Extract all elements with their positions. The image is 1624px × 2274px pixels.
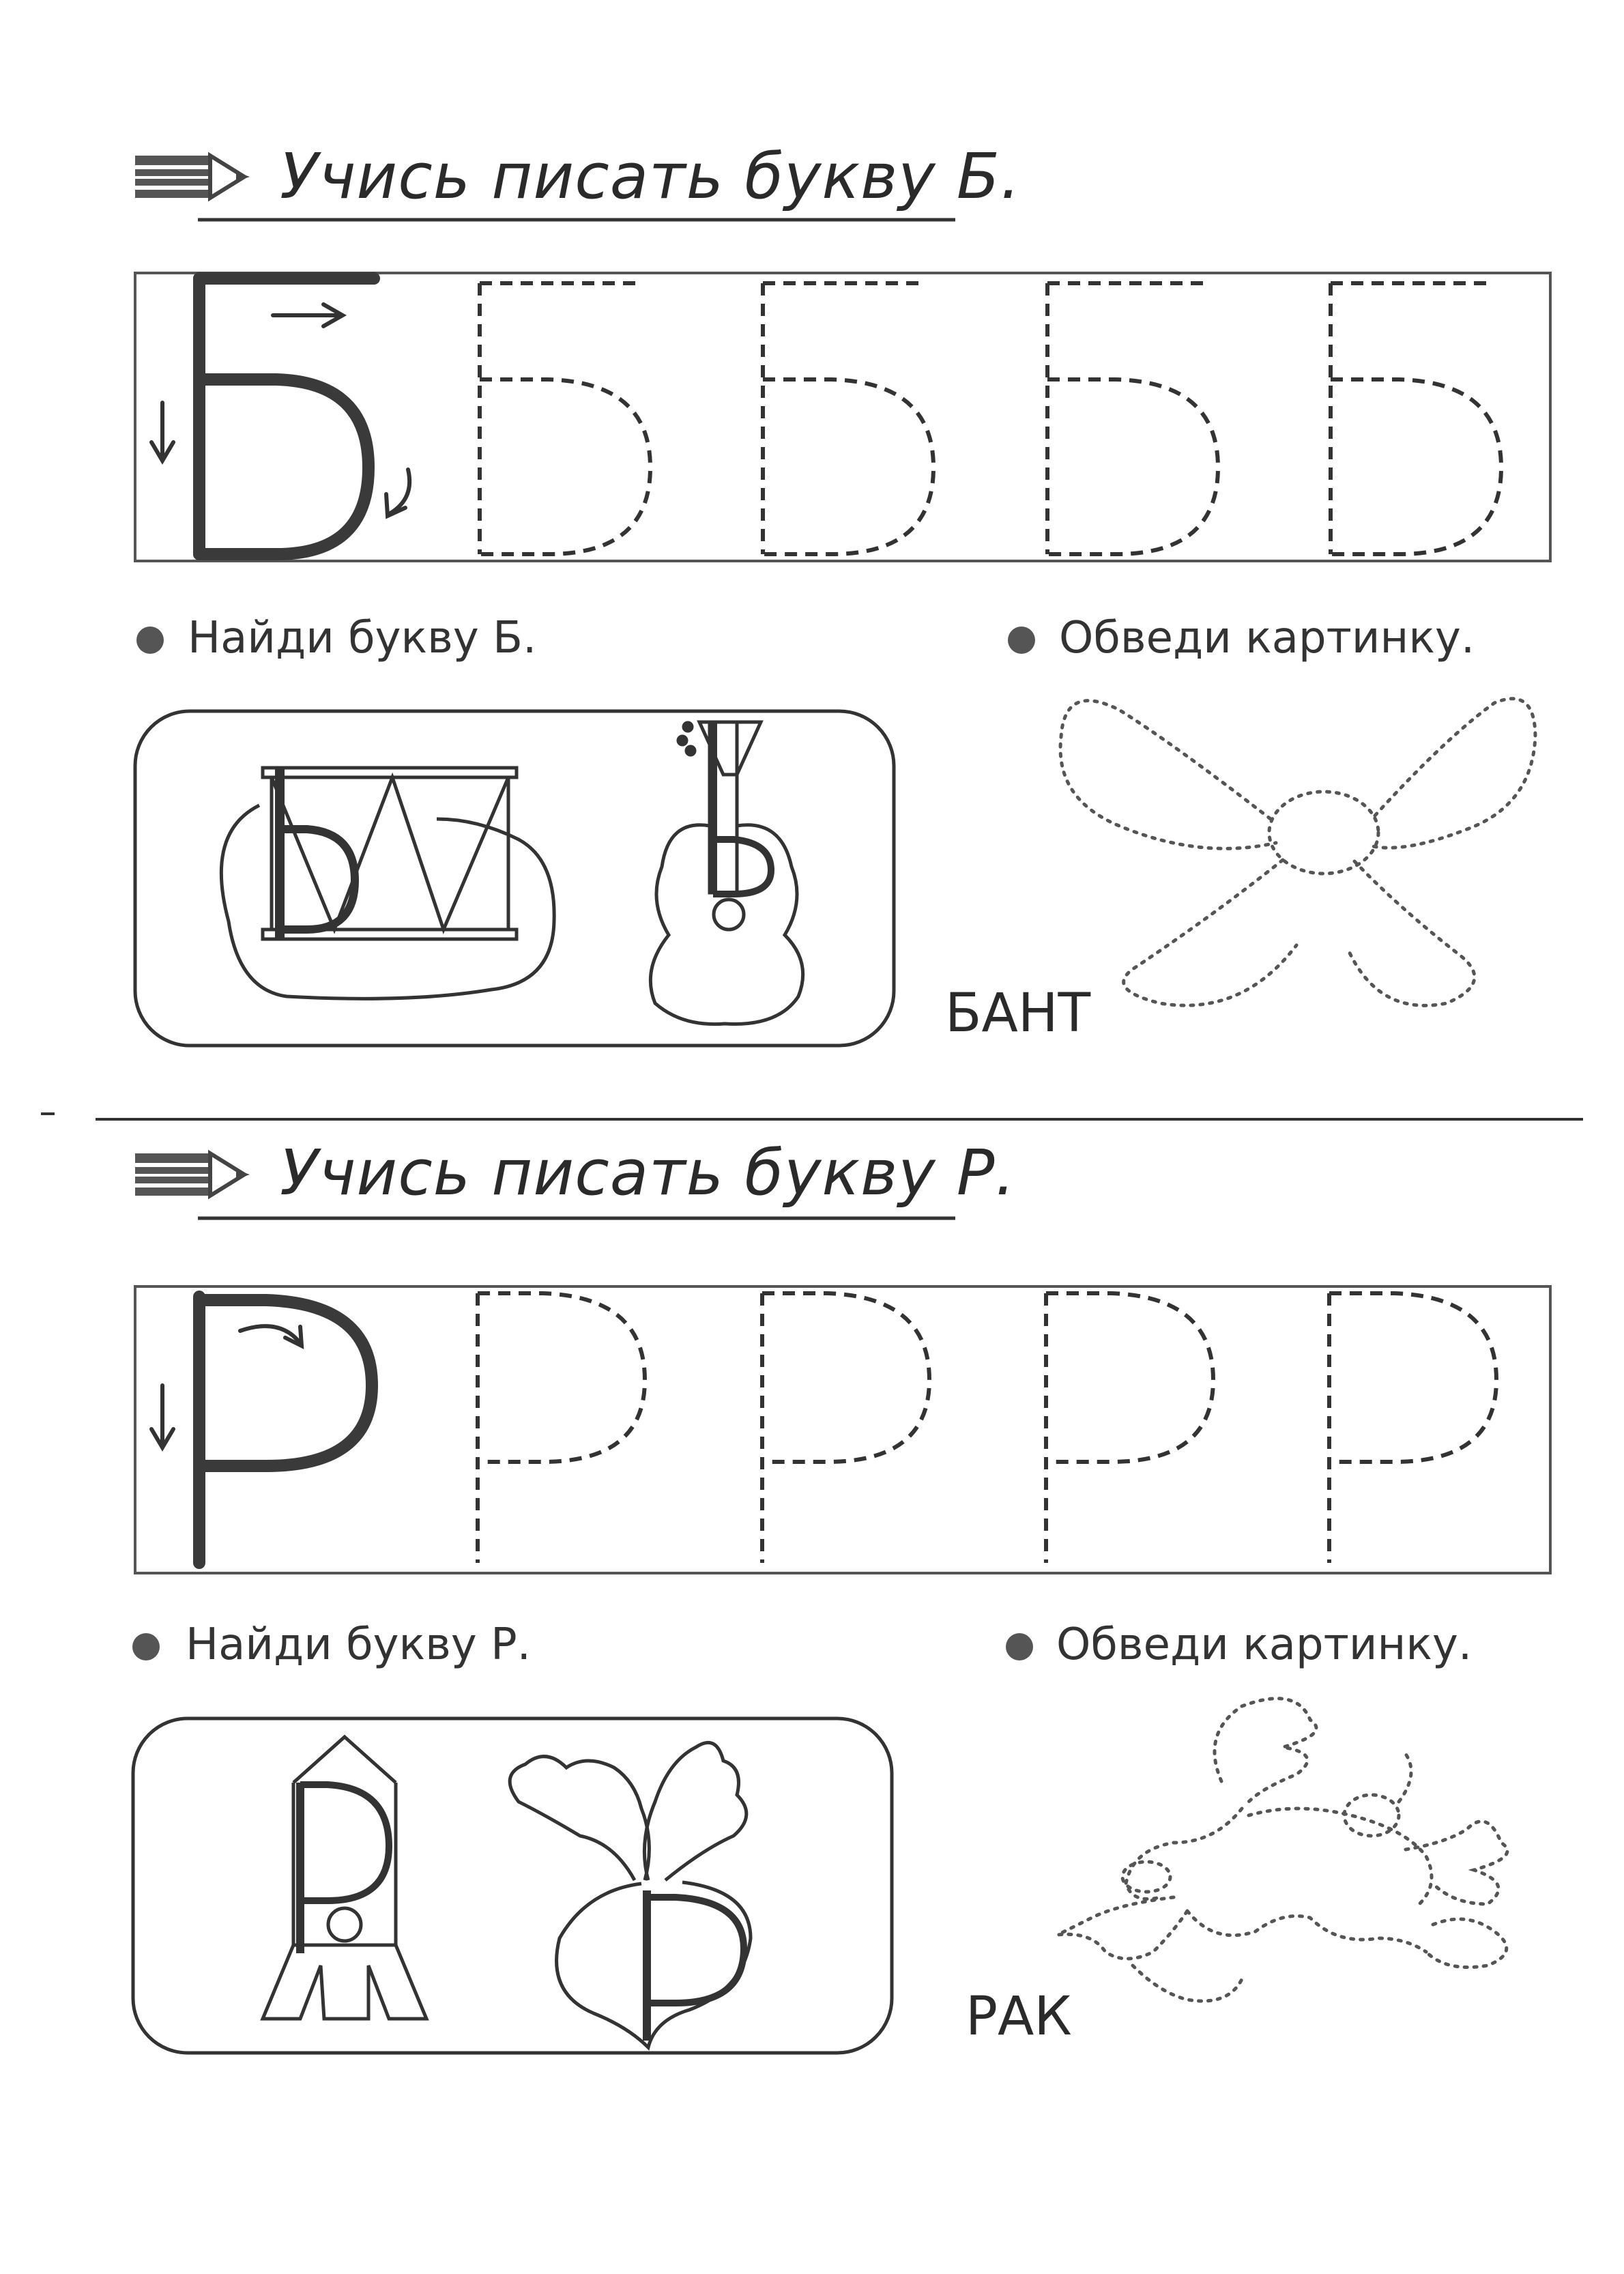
find-letter-instruction: Найди букву Р. xyxy=(186,1620,531,1670)
stroke-arrows xyxy=(151,1326,302,1448)
drum-picture xyxy=(221,768,554,998)
picture-word: БАНТ xyxy=(945,983,1091,1044)
trace-picture-instruction: Обведи картинку. xyxy=(1059,613,1475,663)
guitar-picture xyxy=(650,722,802,1024)
model-letter-r xyxy=(199,1297,372,1563)
tracing-letters-b xyxy=(480,283,1501,554)
find-letter-instruction: Найди букву Б. xyxy=(188,613,537,663)
section-title: Учись писать букву Б. xyxy=(280,140,1021,213)
tracing-letters-r xyxy=(478,1293,1496,1563)
section-title: Учись писать букву Р. xyxy=(280,1136,1016,1209)
rocket-picture xyxy=(263,1737,426,2019)
picture-word: РАК xyxy=(966,1986,1072,2047)
stroke-arrows xyxy=(151,304,409,516)
model-letter-b xyxy=(199,278,374,554)
beet-picture xyxy=(510,1742,751,2047)
trace-picture-instruction: Обведи картинку. xyxy=(1056,1620,1473,1670)
